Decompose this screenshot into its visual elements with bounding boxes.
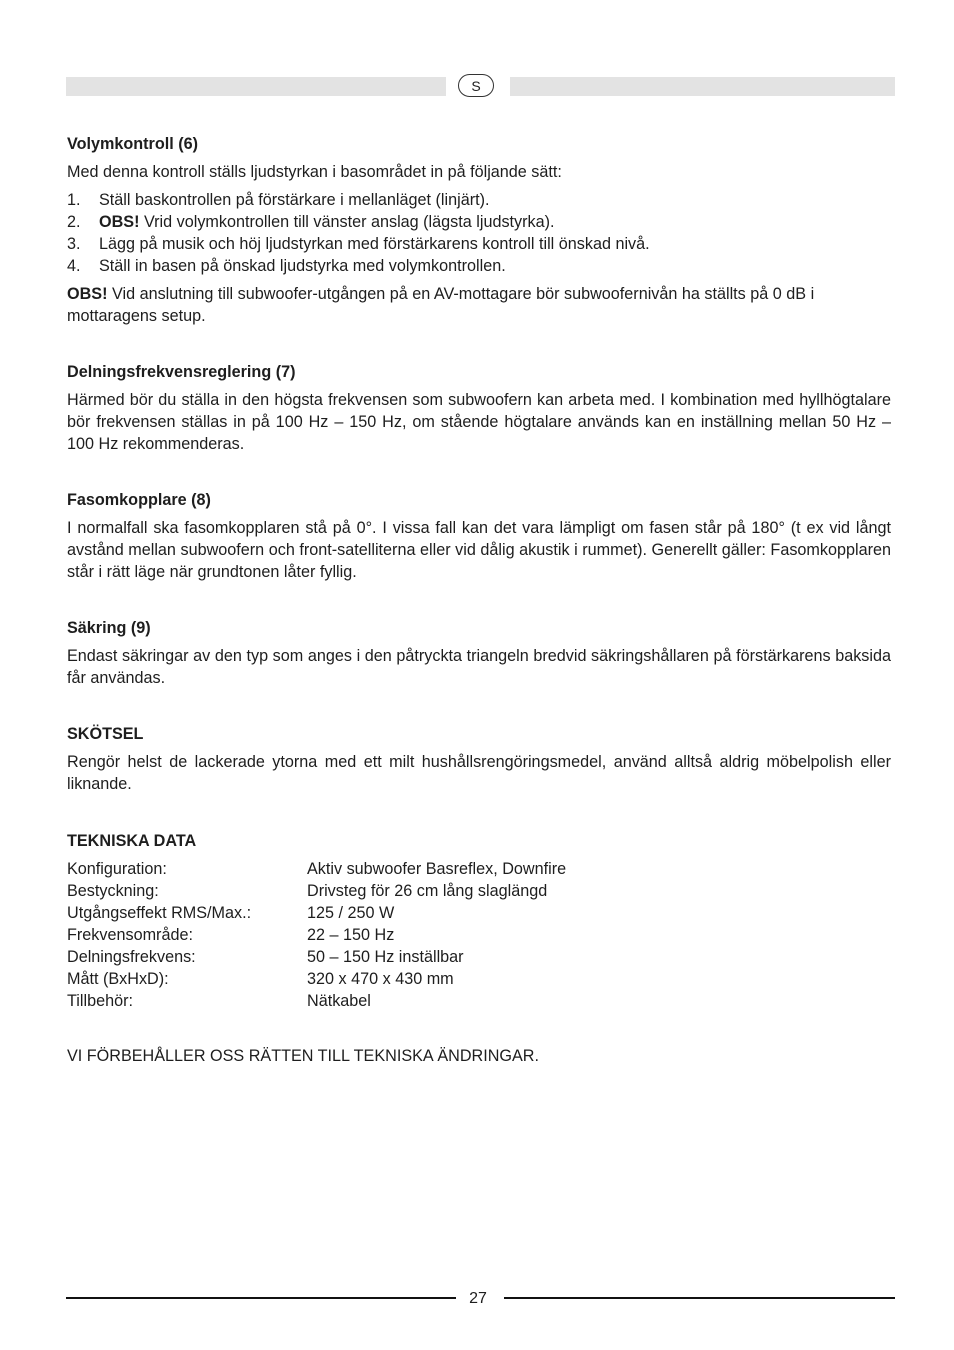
spec-label: Konfiguration: [67,860,167,878]
spec-label: Tillbehör: [67,992,133,1010]
section-text: I normalfall ska fasomkopplaren stå på 0°. I vissa fall kan det vara lämpligt om fasen står på 180° (t ex vid långt avstånd mellan subwoofern och front-satelliterna eller vid dålig akustik i rummet). Generellt gäller: Fasomkopplaren står i rätt läge när grundtonen låter fyllig. [67,519,891,581]
spec-label: Bestyckning: [67,882,159,900]
section-crossover [67,361,891,455]
step-bold: OBS! [99,213,140,231]
table-row [67,924,891,946]
table-row [67,880,891,902]
table-row [67,968,891,990]
spec-value: 125 / 250 W [307,904,395,922]
section-heading: Delningsfrekvensreglering (7) [67,363,296,381]
section-specs [67,830,891,1012]
specs-table [67,858,891,1012]
list-item [67,211,891,233]
step-number: 4. [67,257,81,275]
footer-rule-left [66,1297,456,1299]
note-paragraph [67,283,891,327]
section-text: Endast säkringar av den typ som anges i den påtryckta triangeln bredvid säkringshållaren på förstärkarens baksida får användas. [67,647,891,687]
spec-value: 320 x 470 x 430 mm [307,970,454,988]
list-item [67,233,891,255]
section-fuse [67,617,891,689]
table-row [67,990,891,1012]
table-row [67,946,891,968]
step-text: Vrid volymkontrollen till vänster anslag (lägsta ljudstyrka). [139,213,555,231]
table-row [67,902,891,924]
spec-value: 50 – 150 Hz inställbar [307,948,464,966]
spec-label: Frekvensområde: [67,926,193,944]
step-text: Ställ in basen på önskad ljudstyrka med volymkontrollen. [99,257,506,275]
header-rule-left [66,77,446,96]
spec-value: 22 – 150 Hz [307,926,395,944]
language-badge: S [458,74,494,97]
step-text: Ställ baskontrollen på förstärkare i mellanläget (linjärt). [99,191,490,209]
page-number: 27 [469,1290,487,1307]
section-text: Rengör helst de lackerade ytorna med ett milt hushållsrengöringsmedel, använd alltså aldrig möbelpolish eller liknande. [67,753,891,793]
list-item [67,255,891,277]
note-text: Vid anslutning till subwoofer-utgången på en AV-mottagare bör subwoofernivån ha ställts på 0 dB i mottaragens setup. [67,285,815,325]
section-heading: SKÖTSEL [67,725,144,743]
section-heading: TEKNISKA DATA [67,832,197,850]
step-number: 1. [67,191,81,209]
spec-value: Drivsteg för 26 cm lång slaglängd [307,882,548,900]
section-text: Härmed bör du ställa in den högsta frekvensen som subwoofern kan arbeta med. I kombination med hyllhögtalare bör frekvensen ställas in på 100 Hz – 150 Hz, om stående högtalare används kan en inställning mellan 50 Hz – 100 Hz rekommenderas. [67,391,891,453]
header-rule-right [510,77,895,96]
spec-value: Aktiv subwoofer Basreflex, Downfire [307,860,567,878]
list-item [67,189,891,211]
spec-label: Delningsfrekvens: [67,948,196,966]
section-phase [67,489,891,583]
section-care [67,723,891,795]
step-text: Lägg på musik och höj ljudstyrkan med förstärkarens kontroll till önskad nivå. [99,235,650,253]
spec-value: Nätkabel [307,992,371,1010]
step-number: 3. [67,235,81,253]
section-heading: Säkring (9) [67,619,151,637]
step-number: 2. [67,213,81,231]
note-bold: OBS! [67,285,108,303]
table-row [67,858,891,880]
spec-label: Mått (BxHxD): [67,970,169,988]
disclaimer: VI FÖRBEHÅLLER OSS RÄTTEN TILL TEKNISKA ÄNDRINGAR. [67,1047,539,1065]
steps-list [67,189,891,277]
spec-label: Utgångseffekt RMS/Max.: [67,904,252,922]
section-intro: Med denna kontroll ställs ljudstyrkan i basområdet in på följande sätt: [67,163,562,181]
section-volume [67,133,891,327]
section-heading: Fasomkopplare (8) [67,491,211,509]
section-heading: Volymkontroll (6) [67,135,199,153]
footer-rule-right [504,1297,895,1299]
